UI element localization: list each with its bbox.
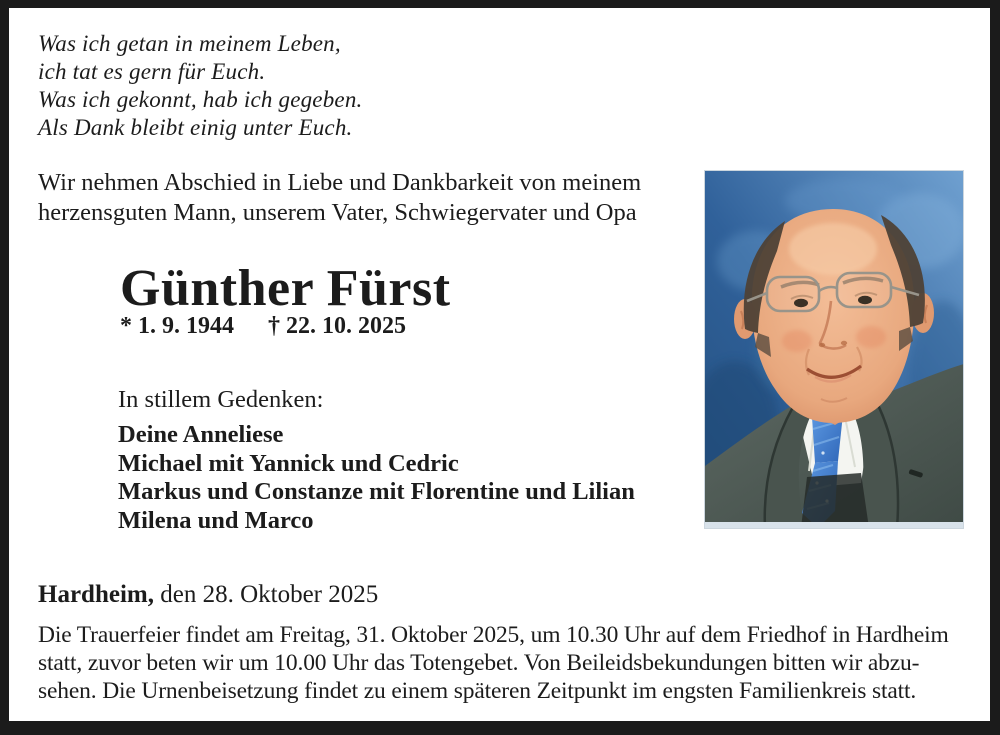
intro-line: herzensguten Mann, unserem Vater, Schwiegervater und Opa <box>38 199 637 226</box>
announcement-line: sehen. Die Urnenbeisetzung findet zu einem späteren Zeitpunkt im engsten Familienkreis statt. <box>38 678 917 704</box>
announcement-line: statt, zuvor beten wir um 10.00 Uhr das Totengebet. Von Beileidsbekundungen bitten wir abzu- <box>38 650 920 676</box>
poem-line: Was ich gekonnt, hab ich gegeben. <box>38 87 363 112</box>
mourner-line: Michael mit Yannick und Cedric <box>118 449 459 477</box>
dateline-place: Hardheim, <box>38 581 154 608</box>
poem-line: Was ich getan in meinem Leben, <box>38 31 341 56</box>
dateline-date: den 28. Oktober 2025 <box>153 581 379 608</box>
portrait-illustration <box>705 171 963 528</box>
mourning-heading: In stillem Gedenken: <box>118 386 324 413</box>
announcement-line: Die Trauerfeier findet am Freitag, 31. Oktober 2025, um 10.30 Uhr auf dem Friedhof in Hardheim <box>38 622 949 648</box>
mourner-line: Milena und Marco <box>118 506 314 534</box>
mourner-line: Markus und Constanze mit Florentine und Lilian <box>118 478 635 505</box>
poem-line: ich tat es gern für Euch. <box>38 59 266 84</box>
life-dates <box>120 313 406 340</box>
funeral-announcement <box>38 621 949 705</box>
dateline <box>38 581 378 609</box>
intro-line: Wir nehmen Abschied in Liebe und Dankbarkeit von meinem <box>38 169 642 196</box>
deceased-portrait-photo <box>705 171 963 528</box>
notice-content <box>9 8 990 721</box>
farewell-intro <box>38 168 641 228</box>
death-date: † 22. 10. 2025 <box>268 313 406 339</box>
birth-date: * 1. 9. 1944 <box>120 313 234 339</box>
poem-line: Als Dank bleibt einig unter Euch. <box>38 115 353 140</box>
mourner-line: Deine Anneliese <box>118 421 284 448</box>
memorial-poem <box>38 30 362 142</box>
deceased-name: Günther Fürst <box>120 260 451 317</box>
mourners-list <box>118 421 635 535</box>
